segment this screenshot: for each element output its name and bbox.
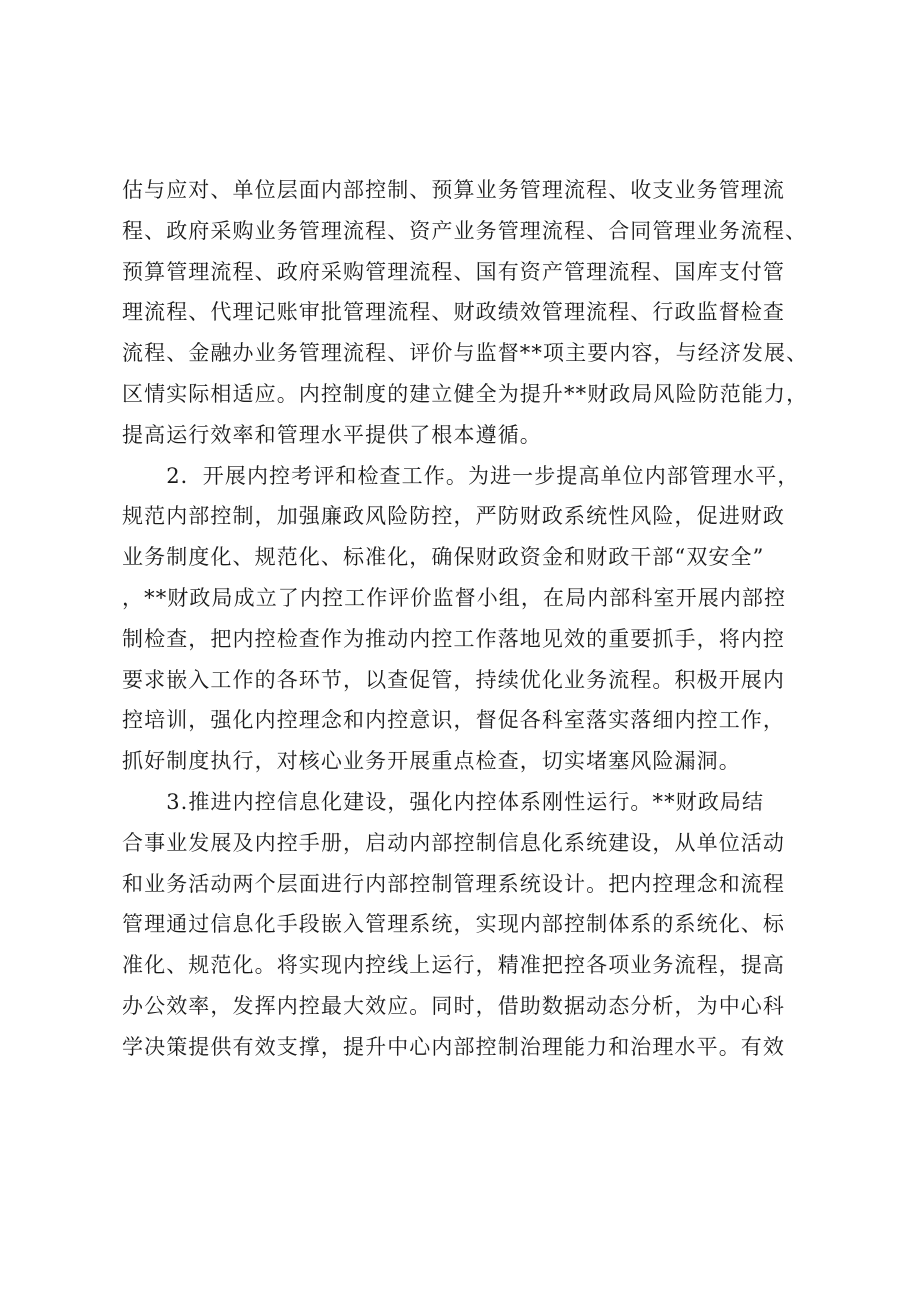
text-line: 管理通过信息化手段嵌入管理系统，实现内部控制体系的系统化、标 — [122, 912, 785, 937]
text-line: 区情实际相适应。内控制度的建立健全为提升**财政局风险防范能力， — [122, 381, 809, 406]
text-line: 抓好制度执行，对核心业务开展重点检查，切实堵塞风险漏洞。 — [122, 749, 741, 774]
text-line: 3.推进内控信息化建设，强化内控体系刚性运行。**财政局结 — [122, 789, 765, 814]
paragraph-1 — [122, 170, 842, 456]
document-body — [122, 170, 842, 1068]
text-line: 程、政府采购业务管理流程、资产业务管理流程、合同管理业务流程、 — [122, 218, 808, 243]
text-line: 提高运行效率和管理水平提供了根本遵循。 — [122, 422, 542, 447]
text-line: 2．开展内控考评和检查工作。为进一步提高单位内部管理水平， — [122, 463, 800, 488]
text-line: 预算管理流程、政府采购管理流程、国有资产管理流程、国库支付管 — [122, 259, 785, 284]
text-line: 制检查，把内控检查作为推动内控工作落地见效的重要抓手，将内控 — [122, 626, 785, 651]
text-line: 办公效率，发挥内控最大效应。同时，借助数据动态分析，为中心科 — [122, 993, 785, 1018]
text-line: 流程、金融办业务管理流程、评价与监督**项主要内容，与经济发展、 — [122, 341, 809, 366]
text-line: 控培训，强化内控理念和内控意识，督促各科室落实落细内控工作， — [122, 708, 785, 733]
text-line: 规范内部控制，加强廉政风险防控，严防财政系统性风险，促进财政 — [122, 504, 785, 529]
text-line: 业务制度化、规范化、标准化，确保财政资金和财政干部“双安全” — [122, 545, 765, 570]
text-line: ，**财政局成立了内控工作评价监督小组，在局内部科室开展内部控 — [122, 585, 787, 610]
text-line: 准化、规范化。将实现内控线上运行，精准把控各项业务流程，提高 — [122, 953, 785, 978]
text-line: 和业务活动两个层面进行内部控制管理系统设计。把内控理念和流程 — [122, 871, 785, 896]
text-line: 估与应对、单位层面内部控制、预算业务管理流程、收支业务管理流 — [122, 178, 785, 202]
text-line: 合事业发展及内控手册，启动内部控制信息化系统建设，从单位活动 — [122, 830, 785, 855]
paragraph-2 — [122, 456, 842, 782]
text-line: 理流程、代理记账审批管理流程、财政绩效管理流程、行政监督检查 — [122, 300, 785, 325]
text-line: 要求嵌入工作的各环节，以查促管，持续优化业务流程。积极开展内 — [122, 667, 785, 692]
text-line: 学决策提供有效支撑，提升中心内部控制治理能力和治理水平。有效 — [122, 1034, 785, 1059]
paragraph-3 — [122, 782, 842, 1068]
